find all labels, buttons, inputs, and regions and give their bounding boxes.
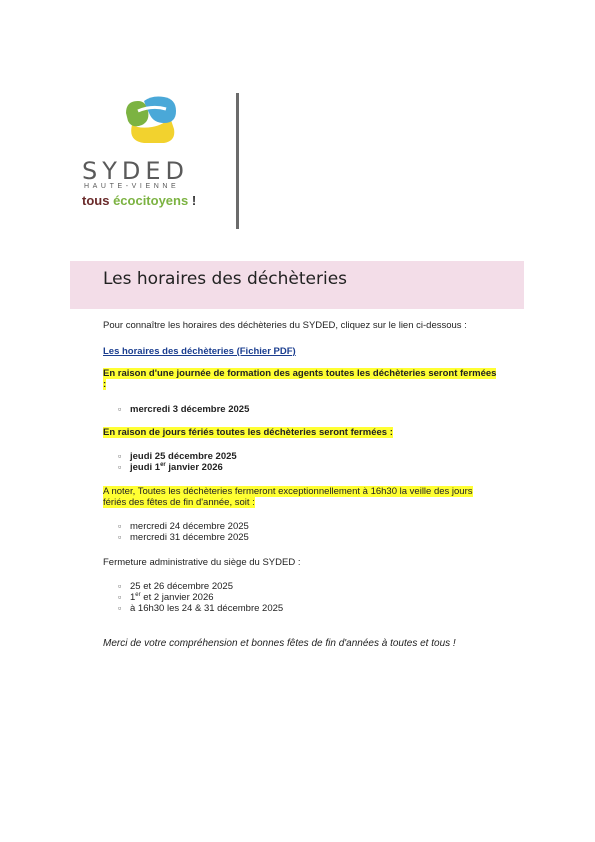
closing-message: Merci de votre compréhension et bonnes fêtes de fin d'années à toutes et tous ! xyxy=(103,638,456,649)
tagline-part-2: écocitoyens xyxy=(113,193,189,208)
schedule-pdf-link[interactable]: Les horaires des déchèteries (Fichier PDF) xyxy=(103,346,296,357)
page-title: Les horaires des déchèteries xyxy=(103,269,348,289)
header-divider xyxy=(236,93,239,229)
list-item: ▫ mercredi 24 décembre 2025 xyxy=(103,521,249,532)
admin-closure-notice: Fermeture administrative du siège du SYDED : xyxy=(103,557,301,568)
list-item: ▫ mercredi 31 décembre 2025 xyxy=(103,532,249,543)
holidays-notice-text: En raison de jours fériés toutes les déchèteries seront fermées : xyxy=(103,427,393,438)
intro-text: Pour connaître les horaires des déchèteries du SYDED, cliquez sur le lien ci-dessous : xyxy=(103,320,467,331)
early-close-dates-list xyxy=(103,521,249,543)
list-item-text: 1 xyxy=(130,592,136,603)
syded-logo xyxy=(82,95,217,220)
ordinal-suffix: er xyxy=(160,461,166,468)
ordinal-suffix: er xyxy=(135,591,141,598)
syded-logo-mark-icon xyxy=(124,95,180,147)
list-item: ▫ à 16h30 les 24 & 31 décembre 2025 xyxy=(103,603,283,614)
list-item xyxy=(103,462,237,473)
list-item-text: jeudi 1 xyxy=(130,462,161,473)
formation-notice xyxy=(103,368,498,390)
title-banner xyxy=(70,261,524,309)
brand-subtitle: HAUTE-VIENNE xyxy=(84,183,180,190)
brand-tagline xyxy=(82,193,196,208)
list-item-text: et 2 janvier 2026 xyxy=(140,592,214,603)
list-item-text: janvier 2026 xyxy=(165,462,223,473)
tagline-part-3: ! xyxy=(188,193,197,208)
formation-dates-list xyxy=(103,404,249,415)
tagline-part-1: tous xyxy=(82,193,114,208)
list-item: ▫ jeudi 25 décembre 2025 xyxy=(103,451,237,462)
admin-closure-list xyxy=(103,581,283,614)
early-close-notice-text xyxy=(103,486,473,508)
pdf-link-paragraph xyxy=(103,346,296,357)
list-item xyxy=(103,592,283,603)
holidays-list xyxy=(103,451,237,473)
holidays-notice xyxy=(103,427,393,438)
list-item: ▫ 25 et 26 décembre 2025 xyxy=(103,581,283,592)
early-close-notice xyxy=(103,486,498,508)
early-close-notice-rest: la veille des jours fériés des fêtes de fin d'année, soit : xyxy=(103,486,473,508)
brand-name: SYDED xyxy=(82,157,190,185)
list-item: ▫ mercredi 3 décembre 2025 xyxy=(103,404,249,415)
formation-notice-text: En raison d'une journée de formation des agents toutes les déchèteries seront fermées : xyxy=(103,368,497,390)
early-close-notice-lead: A noter, Toutes les déchèteries fermeront exceptionnellement à 16h30 xyxy=(103,486,397,497)
